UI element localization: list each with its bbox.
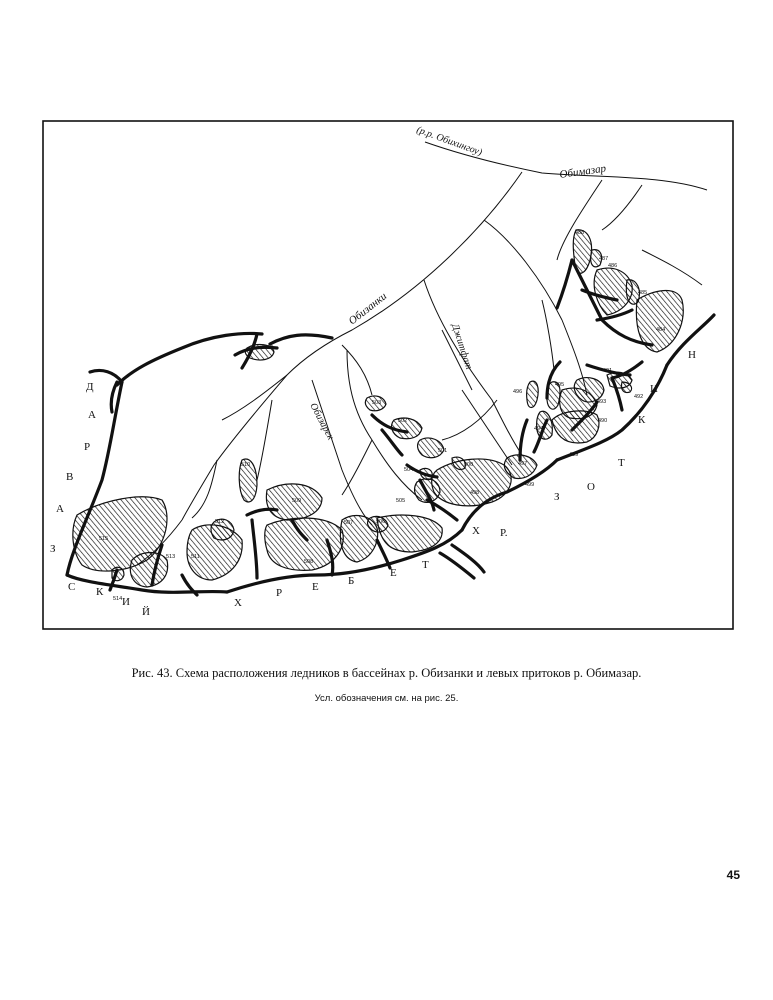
glaciers xyxy=(73,230,683,587)
glacier-number: 510 xyxy=(241,462,251,468)
glacier-number: 504 xyxy=(404,467,414,473)
glacier-number: 491 xyxy=(603,368,613,374)
glacier-number: 490 xyxy=(598,418,608,424)
river-label-dzhitfat: Джитфат xyxy=(449,322,475,371)
glacier-number: 493 xyxy=(597,399,607,405)
ridge-letter: И xyxy=(122,596,130,608)
glacier-number: 500 xyxy=(464,462,474,468)
glacier-number: 486 xyxy=(608,263,618,269)
glacier-number: 515 xyxy=(99,536,109,542)
ridge-letter: З xyxy=(554,491,560,503)
ridge-letter: Е xyxy=(312,581,319,593)
glacier-number: 487 xyxy=(599,256,609,262)
ridge-letter: К xyxy=(638,414,646,426)
glacier-number: 507 xyxy=(344,520,354,526)
page-number: 45 xyxy=(726,868,740,882)
glacier-number: 498 xyxy=(470,490,480,496)
ridge-letter: А xyxy=(88,409,96,421)
glacier-number: 489 xyxy=(569,452,579,458)
glacier-number: 502 xyxy=(398,418,408,424)
river-label-obikhingou: (р.р. Обихингоу) xyxy=(414,124,484,159)
glacier-number: 511 xyxy=(191,554,200,560)
glacier-number: 496 xyxy=(513,389,523,395)
glacier-number: 514 xyxy=(113,596,123,602)
river-label-obimazar: Обимазар xyxy=(558,162,607,181)
ridge-letter: И xyxy=(650,383,658,395)
glacier-number: 503 xyxy=(372,400,382,406)
glacier-number: 485 xyxy=(638,290,648,296)
ridge-letter: Е xyxy=(390,567,397,579)
ridge-letter: Р xyxy=(84,441,91,453)
river-label-obizarek: Обизарек xyxy=(307,401,336,442)
ridge-letter: Б xyxy=(348,575,355,587)
glacier-number: 499 xyxy=(525,482,535,488)
ridge-letter: Т xyxy=(618,457,625,469)
glacier-number: 495 xyxy=(555,382,565,388)
ridge-letter: О xyxy=(587,481,595,493)
ridge-letter: Р. xyxy=(500,527,508,539)
ridge-letter: К xyxy=(96,586,104,598)
glacier-number: 494 xyxy=(534,426,544,432)
ridge-letter: С xyxy=(68,581,76,593)
glacier-number: 505 xyxy=(396,498,406,504)
glacier-number: 506 xyxy=(376,519,386,525)
glacier-map xyxy=(42,120,734,630)
glacier-number: 501 xyxy=(438,448,448,454)
ridge-letter: Т xyxy=(422,559,429,571)
ridge-letter: В xyxy=(66,471,74,483)
glacier-number: 508 xyxy=(304,559,314,565)
glacier-number: 492 xyxy=(634,394,644,400)
ridge-letter: Х xyxy=(472,525,480,537)
river-label-obizanki: Обизанки xyxy=(346,290,390,328)
ridge-letter: Х xyxy=(234,597,242,609)
glacier-number: 509 xyxy=(292,498,302,504)
glacier-number: 516 xyxy=(264,345,274,351)
ridge-letter: Д xyxy=(86,381,94,393)
ridge-letter: А xyxy=(56,503,64,515)
legend-note: Усл. обозначения см. на рис. 25. xyxy=(314,693,459,704)
glacier-number: 512 xyxy=(215,519,225,525)
ridge-letter: З xyxy=(50,543,56,555)
glacier-number: 513 xyxy=(166,554,176,560)
glacier-number: 497 xyxy=(518,461,528,467)
glacier-number: 484 xyxy=(656,327,666,333)
ridge-letter: Й xyxy=(142,606,150,618)
ridge-letter: Р xyxy=(276,587,283,599)
ridge-letter: Н xyxy=(688,349,696,361)
glacier-number: 488 xyxy=(575,230,585,236)
figure-caption: Рис. 43. Схема расположения ледников в бассейнах р. Обизанки и левых притоков р. Обимазар. xyxy=(131,666,642,680)
